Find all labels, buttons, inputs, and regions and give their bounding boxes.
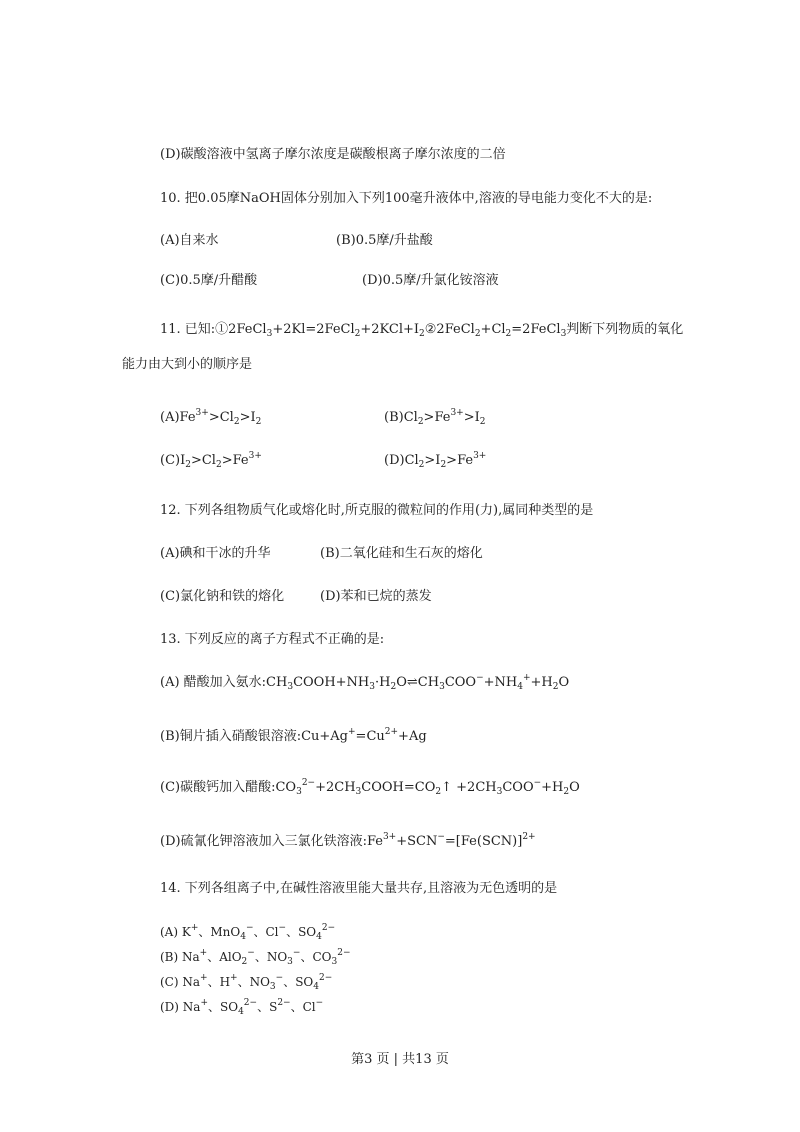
q10-stem: 10. 把0.05摩NaOH固体分别加入下列100毫升液体中,溶液的导电能力变化不大的是: [160, 191, 653, 206]
q10-option-c: (C)0.5摩/升醋酸 [160, 273, 258, 288]
q11-stem-text: +Cl [480, 322, 506, 337]
q13-c-text: COO [502, 780, 534, 795]
q13-c-sub: 2 [563, 787, 570, 797]
q12-option-d: (D)苯和已烷的蒸发 [320, 589, 432, 604]
q14-c-sup: 2− [319, 973, 333, 983]
q11-b-sub: 2 [479, 417, 486, 427]
q13-c-text: ↑ +2CH [441, 780, 497, 795]
q11-d-sub: 2 [440, 460, 447, 470]
q13-b-sup: + [348, 727, 356, 737]
q13-c-text: O [569, 780, 580, 795]
q11-stem-sub: 3 [560, 329, 567, 339]
q11-stem-text: 判断下列物质的氧化 [566, 322, 684, 337]
q13-c-text: +2CH [315, 780, 356, 795]
q11-d-text: >Fe [446, 453, 474, 468]
q11-stem-sub: 3 [266, 329, 273, 339]
q14-a-text: 、MnO [198, 925, 241, 939]
q11-d-text: >I [424, 453, 441, 468]
q13-option-c [160, 778, 580, 798]
q11-option-b [384, 408, 486, 428]
q11-option-c [160, 451, 262, 471]
q13-a-sup: − [476, 673, 484, 683]
q14-b-text: 、AlO [207, 950, 242, 964]
q11-stem-text: 11. 已知:①2FeCl [160, 322, 267, 337]
q13-c-sub: 3 [355, 787, 362, 797]
q11-stem [160, 322, 683, 340]
q14-c-text: (C) Na [160, 975, 201, 989]
q14-a-sub: 4 [316, 932, 322, 942]
q10-option-a: (A)自来水 [160, 233, 219, 248]
q13-a-sub: 2 [552, 682, 559, 692]
q14-a-text: 、SO [286, 925, 317, 939]
q13-d-text: =[Fe(SCN)] [444, 834, 523, 849]
q14-b-sub: 2 [241, 957, 248, 967]
q13-a-sup: + [522, 673, 531, 683]
q11-b-sub: 2 [417, 417, 424, 427]
q13-d-sup: 2+ [522, 832, 536, 842]
q9-option-d: (D)碳酸溶液中氢离子摩尔浓度是碳酸根离子摩尔浓度的二倍 [160, 147, 506, 162]
q13-b-text: (B)铜片插入硝酸银溶液:Cu+Ag [160, 729, 348, 744]
q14-b-text: 、NO [254, 950, 288, 964]
q11-b-sup: 3+ [450, 408, 464, 418]
q13-b-sup: 2+ [384, 727, 399, 737]
q14-a-text: 、Cl [253, 925, 279, 939]
q13-d-sup: 3+ [382, 832, 397, 842]
q13-a-text: O [558, 675, 570, 690]
q14-d-text: 、S [257, 1000, 278, 1014]
q14-c-text: 、H [207, 975, 231, 989]
q13-a-text: +H [530, 675, 553, 690]
q14-d-sup: 2− [243, 998, 258, 1008]
q11-stem-text: =2FeCl [511, 322, 561, 337]
q13-a-text: ·H [375, 675, 391, 690]
q13-d-text: (D)硫氰化钾溶液加入三氯化铁溶液:Fe [160, 834, 383, 849]
q11-stem-sub: 2 [354, 329, 361, 339]
q11-c-sub: 2 [215, 460, 222, 470]
q13-a-sub: 3 [287, 682, 294, 692]
q11-a-text: (A)Fe [160, 410, 196, 425]
q14-a-sup: 2− [321, 923, 336, 933]
q14-stem: 14. 下列各组离子中,在碱性溶液里能大量共存,且溶液为无色透明的是 [160, 881, 558, 896]
q11-a-text: >Cl [208, 410, 234, 425]
q14-a-sub: 4 [240, 932, 246, 942]
q14-d-sub: 4 [238, 1007, 244, 1017]
q13-option-a [160, 673, 569, 693]
q12-stem: 12. 下列各组物质气化或熔化时,所克服的微粒间的作用(力),属同种类型的是 [160, 503, 594, 518]
page-footer: 第3 页 | 共13 页 [351, 1052, 449, 1067]
q11-a-sub: 2 [255, 417, 262, 427]
q13-d-text: +SCN [396, 834, 438, 849]
q12-option-a: (A)碘和干冰的升华 [160, 546, 271, 561]
q11-d-sup: 3+ [473, 451, 487, 461]
q11-c-sub: 2 [185, 460, 191, 470]
q13-option-b [160, 727, 427, 745]
q14-d-sup: − [315, 998, 324, 1008]
q13-c-sub: 3 [496, 787, 503, 797]
q14-c-sub: 3 [269, 982, 276, 992]
q13-a-sub: 2 [390, 682, 397, 692]
q14-option-b [160, 945, 351, 970]
q11-c-sup: 3+ [248, 451, 262, 461]
q11-stem-sub: 2 [419, 329, 425, 339]
q11-d-sub: 2 [418, 460, 425, 470]
q12-option-b: (B)二氧化硅和生石灰的熔化 [320, 546, 483, 561]
q14-a-sup: − [245, 923, 254, 933]
q13-a-text: O⇌CH [396, 675, 440, 690]
q11-c-text: (C)I [160, 453, 186, 468]
q11-c-text: >Fe [221, 453, 249, 468]
q11-stem-text: ②2FeCl [424, 322, 475, 337]
q11-b-text: >Fe [423, 410, 451, 425]
q11-stem-sub: 2 [505, 329, 512, 339]
q11-stem-line2: 能力由大到小的顺序是 [122, 357, 253, 372]
q13-option-d [160, 832, 536, 850]
q14-b-text: (B) Na [160, 950, 200, 964]
q13-c-sub: 3 [296, 787, 302, 797]
q11-stem-text: +2KCl+I [360, 322, 420, 337]
q14-a-sup: + [190, 923, 199, 933]
q13-a-text: COO [444, 675, 477, 690]
q11-option-d [384, 451, 486, 471]
q14-c-sub: 4 [313, 982, 319, 992]
q13-c-sup: 2− [301, 778, 316, 788]
q11-c-text: >Cl [190, 453, 216, 468]
q13-c-text: +H [541, 780, 564, 795]
q14-b-sup: 2− [337, 948, 351, 958]
q14-c-text: 、NO [237, 975, 270, 989]
q11-b-text: >I [463, 410, 480, 425]
q14-b-sup: − [247, 948, 255, 958]
q14-b-sub: 3 [331, 957, 338, 967]
q14-a-text: (A) K [160, 925, 191, 939]
q13-d-sup: − [437, 832, 445, 842]
q11-b-text: (B)Cl [384, 410, 418, 425]
q14-c-sup: − [275, 973, 284, 983]
q11-d-text: (D)Cl [384, 453, 419, 468]
q11-option-a [160, 408, 261, 428]
q13-c-sup: − [533, 778, 542, 788]
q14-option-a [160, 920, 351, 945]
q14-options [160, 920, 351, 1020]
q14-a-sup: − [278, 923, 287, 933]
q14-d-sup: + [200, 998, 208, 1008]
q13-c-sub: 2 [435, 787, 442, 797]
q14-b-sup: + [199, 948, 208, 958]
q13-a-sub: 3 [369, 682, 376, 692]
q14-b-sub: 3 [287, 957, 293, 967]
q13-a-text: COOH+NH [293, 675, 370, 690]
q14-b-text: 、CO [300, 950, 332, 964]
q11-stem-text: +2Kl=2FeCl [272, 322, 355, 337]
q11-a-sup: 3+ [195, 408, 209, 418]
q14-c-sup: + [230, 973, 238, 983]
q13-b-text: =Cu [355, 729, 385, 744]
q13-c-text: (C)碳酸钙加入醋酸:CO [160, 780, 297, 795]
q14-d-text: 、SO [208, 1000, 239, 1014]
q12-option-c: (C)氯化钠和铁的熔化 [160, 589, 285, 604]
q11-stem-sub: 2 [474, 329, 481, 339]
q14-b-sup: − [292, 948, 301, 958]
q11-a-sub: 2 [233, 417, 240, 427]
q11-a-text: >I [239, 410, 256, 425]
q10-option-b: (B)0.5摩/升盐酸 [336, 233, 433, 248]
q13-b-text: +Ag [398, 729, 427, 744]
q13-a-sub: 3 [439, 682, 445, 692]
q13-c-text: COOH=CO [361, 780, 436, 795]
q10-option-d: (D)0.5摩/升氯化铵溶液 [362, 273, 499, 288]
q13-a-sub: 4 [517, 682, 523, 692]
q14-option-c [160, 970, 351, 995]
q14-option-d [160, 995, 351, 1020]
q14-d-text: (D) Na [160, 1000, 201, 1014]
q14-c-text: 、SO [283, 975, 314, 989]
q13-a-text: +NH [483, 675, 518, 690]
q14-d-sup: 2− [277, 998, 291, 1008]
q14-d-text: 、Cl [290, 1000, 316, 1014]
q13-stem: 13. 下列反应的离子方程式不正确的是: [160, 632, 385, 647]
q13-a-text: (A) 醋酸加入氨水:CH [160, 675, 288, 690]
q14-c-sup: + [200, 973, 208, 983]
